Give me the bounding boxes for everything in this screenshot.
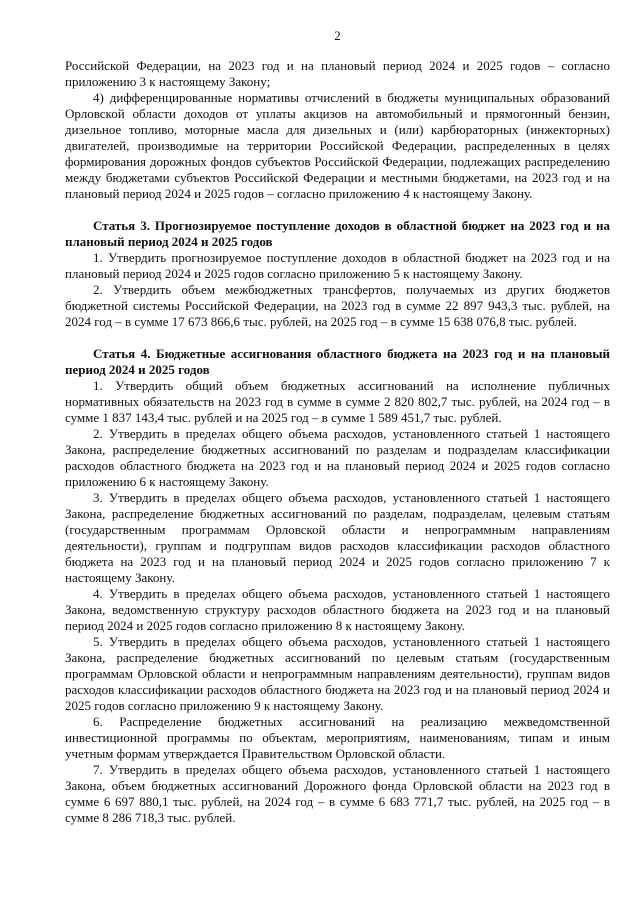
article-4-paragraph-7: 7. Утвердить в пределах общего объема расходов, установленного статьей 1 настоящего Закона, объем бюджетных ассигнований Дорожного фонда Орловской области на 2023 год в сумме 6 697 880,1 тыс. рублей, на 2024 год – в сумме 6 683 771,7 тыс. рублей, на 2025 год – в сумме 8 286 718,3 тыс. рублей. — [65, 762, 610, 825]
page-number: 2 — [334, 28, 341, 43]
article-3-paragraph-1: 1. Утвердить прогнозируемое поступление доходов в областной бюджет на 2023 год и на плановый период 2024 и 2025 годов согласно приложению 5 к настоящему Закону. — [65, 250, 610, 281]
paragraph-item-4: 4) дифференцированные нормативы отчислений в бюджеты муниципальных образований Орловской области доходов от уплаты акцизов на автомобильный и прямогонный бензин, дизельное топливо, моторные масла для дизельных и (или) карбюраторных (инжекторных) двигателей, производимые на территории Российской Федерации, распределенных в целях формирования дорожных фондов субъектов Российской Федерации, подлежащих распределению между бюджетами субъектов Российской Федерации и местными бюджетами, на 2023 год и на плановый период 2024 и 2025 годов – согласно приложению 4 к настоящему Закону. — [65, 90, 610, 201]
article-4-heading: Статья 4. Бюджетные ассигнования областного бюджета на 2023 год и на плановый период 2024 и 2025 годов — [65, 346, 610, 377]
article-4-paragraph-4: 4. Утвердить в пределах общего объема расходов, установленного статьей 1 настоящего Закона, ведомственную структуру расходов областного бюджета на 2023 год и на плановый период 2024 и 2025 годов согласно приложению 8 к настоящему Закону. — [65, 586, 610, 633]
article-3-paragraph-2: 2. Утвердить объем межбюджетных трансфертов, получаемых из других бюджетов бюджетной системы Российской Федерации, на 2023 год в сумме 22 897 943,3 тыс. рублей, на 2024 год – в сумме 17 673 866,6 тыс. рублей, на 2025 год – в сумме 15 638 076,8 тыс. рублей. — [65, 282, 610, 329]
article-4-paragraph-5: 5. Утвердить в пределах общего объема расходов, установленного статьей 1 настоящего Закона, распределение бюджетных ассигнований по целевым статьям (государственным программам Орловской области и непрограммным направлениям деятельности), группам видов расходов классификации расходов областного бюджета на 2023 год и на плановый период 2024 и 2025 годов согласно приложению 9 к настоящему Закону. — [65, 634, 610, 713]
article-3-heading: Статья 3. Прогнозируемое поступление доходов в областной бюджет на 2023 год и на плановый период 2024 и 2025 годов — [65, 218, 610, 249]
section-gap — [65, 330, 610, 346]
section-gap — [65, 202, 610, 218]
paragraph-continuation: Российской Федерации, на 2023 год и на плановый период 2024 и 2025 годов – согласно приложению 3 к настоящему Закону; — [65, 58, 610, 89]
article-4-paragraph-1: 1. Утвердить общий объем бюджетных ассигнований на исполнение публичных нормативных обязательств на 2023 год в сумме в сумме 2 820 802,7 тыс. рублей, на 2024 год – в сумме 1 837 143,4 тыс. рублей и на 2025 год – в сумме 1 589 451,7 тыс. рублей. — [65, 378, 610, 425]
article-4-paragraph-3: 3. Утвердить в пределах общего объема расходов, установленного статьей 1 настоящего Закона, распределение бюджетных ассигнований по разделам, подразделам, целевым статьям (государственным программам Орловской области и непрограммным направлениям деятельности), группам и подгруппам видов расходов классификации расходов областного бюджета на 2023 год и на плановый период 2024 и 2025 годов согласно приложению 7 к настоящему Закону. — [65, 490, 610, 585]
article-4-paragraph-6: 6. Распределение бюджетных ассигнований на реализацию межведомственной инвестиционной программы по объектам, мероприятиям, наименованиям, типам и иным учетным формам утверждается Правительством Орловской области. — [65, 714, 610, 761]
article-4-paragraph-2: 2. Утвердить в пределах общего объема расходов, установленного статьей 1 настоящего Закона, распределение бюджетных ассигнований по разделам и подразделам классификации расходов областного бюджета на 2023 год и на плановый период 2024 и 2025 годов согласно приложению 6 к настоящему Закону. — [65, 426, 610, 489]
